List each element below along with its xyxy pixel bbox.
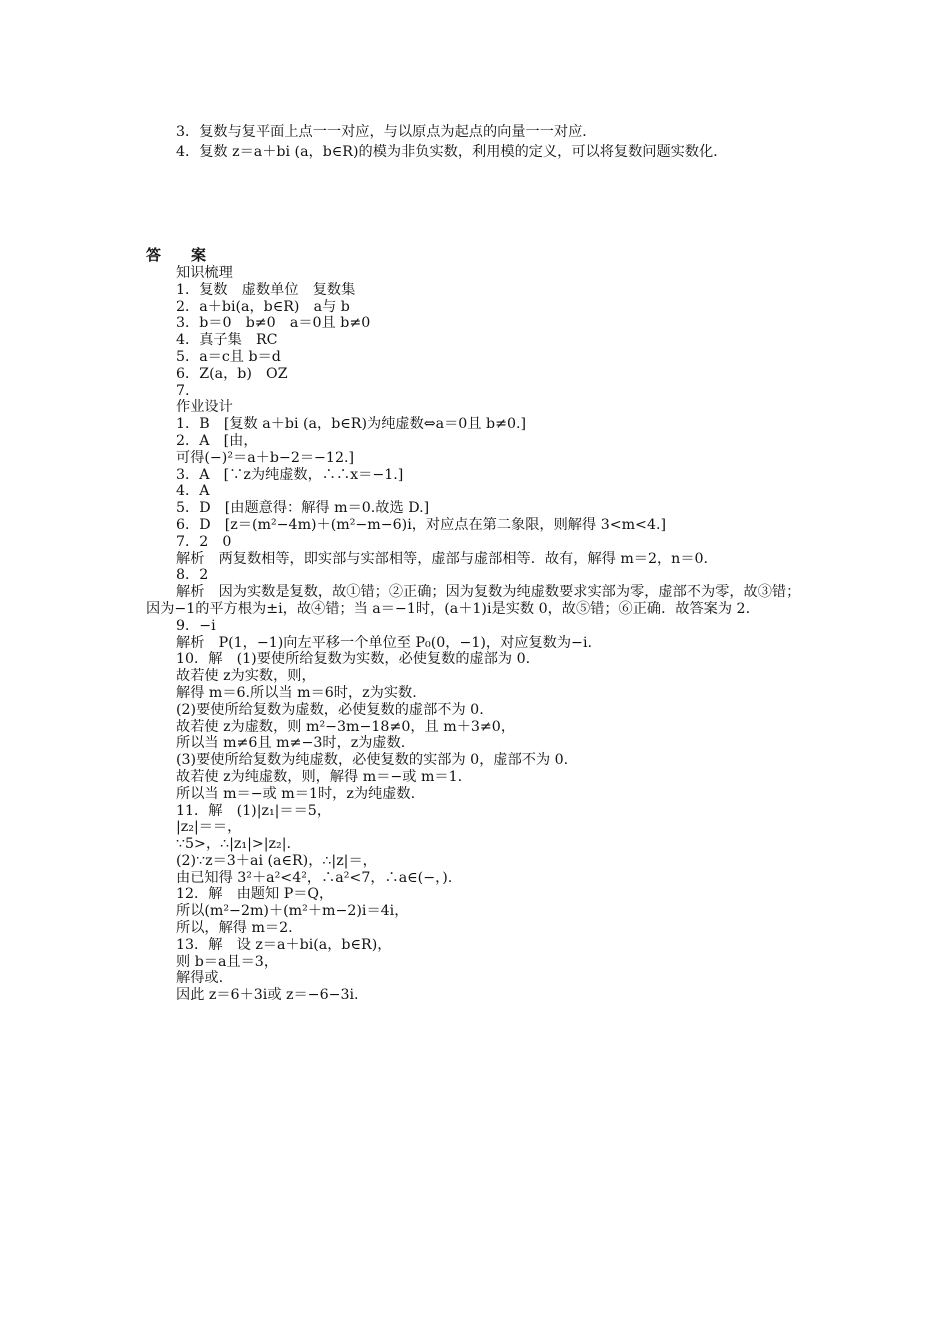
answer-line: |z₂|＝＝， xyxy=(176,819,242,836)
answer-line: 所以当 m＝−或 m＝1时，z为纯虚数. xyxy=(176,785,416,802)
answer-line: (2)要使所给复数为虚数，必使复数的虚部不为 0. xyxy=(176,701,484,718)
answer-line: 故若使 z为虚数，则 m²−3m−18≠0，且 m＋3≠0， xyxy=(176,718,516,735)
answers-section xyxy=(146,265,814,1004)
answer-line: 由已知得 3²＋a²<4²，∴a²<7，∴a∈(−，). xyxy=(176,869,453,886)
answer-line: 8．2 xyxy=(176,567,209,584)
answer-line: 所以当 m≠6且 m≠−3时，z为虚数. xyxy=(176,735,406,752)
answer-line: 4．真子集 RC xyxy=(176,332,278,349)
intro-section xyxy=(146,122,814,162)
answer-line: (3)要使所给复数为纯虚数，必使复数的实部为 0，虚部不为 0. xyxy=(176,752,569,769)
intro-paragraph-4: 4．复数 z＝a＋bi (a，b∈R)的模为非负实数，利用模的定义，可以将复数问题实数化． xyxy=(176,144,728,160)
answers-heading: 答案 xyxy=(146,246,237,264)
answer-line: 解析 两复数相等，即实部与实部相等，虚部与虚部相等．故有，解得 m＝2，n＝0. xyxy=(176,550,709,567)
answer-line: 故若使 z为纯虚数，则，解得 m＝−或 m＝1. xyxy=(176,768,463,785)
answer-line: 因此 z＝6＋3i或 z＝−6−3i. xyxy=(176,987,359,1004)
answer-line: 11．解 (1)|z₁|＝＝5， xyxy=(176,802,332,819)
answer-line: 4．A xyxy=(176,483,210,500)
answer-line: 12．解 由题知 P＝Q， xyxy=(176,886,334,903)
answer-line: 故若使 z为实数，则， xyxy=(176,668,316,685)
answer-line: 1．复数 虚数单位 复数集 xyxy=(176,281,356,298)
answer-line: 解得 m＝6.所以当 m＝6时，z为实数. xyxy=(176,684,417,701)
answer-line: 10．解 (1)要使所给复数为实数，必使复数的虚部为 0. xyxy=(176,651,531,668)
answer-line: 则 b＝a且＝3， xyxy=(176,953,279,970)
answer-line: 5．a＝c且 b＝d xyxy=(176,348,281,365)
answer-line: 7．2 0 xyxy=(176,533,232,550)
answer-line: 7. xyxy=(176,382,190,399)
answer-line: 解析 P(1，−1)向左平移一个单位至 P₀(0，−1)，对应复数为−i. xyxy=(176,634,592,651)
answer-line: 13．解 设 z＝a＋bi(a，b∈R)， xyxy=(176,936,392,953)
answer-line: 所以(m²−2m)＋(m²＋m−2)i＝4i， xyxy=(176,903,409,920)
answer-line: 6．Z(a，b) OZ xyxy=(176,365,288,382)
answer-line: 解得或. xyxy=(176,970,224,987)
answer-line: 2．a＋bi(a，b∈R) a与 b xyxy=(176,298,350,315)
answer-line: 3．b＝0 b≠0 a＝0且 b≠0 xyxy=(176,315,371,332)
answer-line: 6．D [z＝(m²−4m)＋(m²−m−6)i，对应点在第二象限，则解得 3<m<4.] xyxy=(176,516,667,533)
answer-line: 9．−i xyxy=(176,617,216,634)
answer-line: 2．A [由， xyxy=(176,432,258,449)
answer-line: 5．D [由题意得：解得 m＝0.故选 D.] xyxy=(176,500,430,517)
answer-line: 作业设计 xyxy=(176,399,233,416)
answer-line: 1．B [复数 a＋bi (a，b∈R)为纯虚数⇔a＝0且 b≠0.] xyxy=(176,416,527,433)
answer-line: 知识梳理 xyxy=(176,265,233,281)
answer-line: 3．A [∵z为纯虚数，∴∴x＝−1.] xyxy=(176,466,404,483)
answer-line: 所以，解得 m＝2. xyxy=(176,920,293,937)
answer-line: ∵5>，∴|z₁|>|z₂|. xyxy=(176,836,291,853)
answer-line: 可得(−)²＝a＋b−2＝−12.] xyxy=(176,449,355,466)
answer-line: (2)∵z＝3＋ai (a∈R)，∴|z|＝， xyxy=(176,852,377,869)
answer-paragraph: 解析 因为实数是复数，故①错；②正确；因为复数为纯虚数要求实部为零，虚部不为零，故③错；因为−1的平方根为±i，故④错；当 a＝−1时，(a＋1)i是实数 0，故⑤错；⑥正确．故答案为 2. xyxy=(146,584,801,617)
intro-paragraph-3: 3．复数与复平面上点一一对应，与以原点为起点的向量一一对应． xyxy=(176,124,597,140)
